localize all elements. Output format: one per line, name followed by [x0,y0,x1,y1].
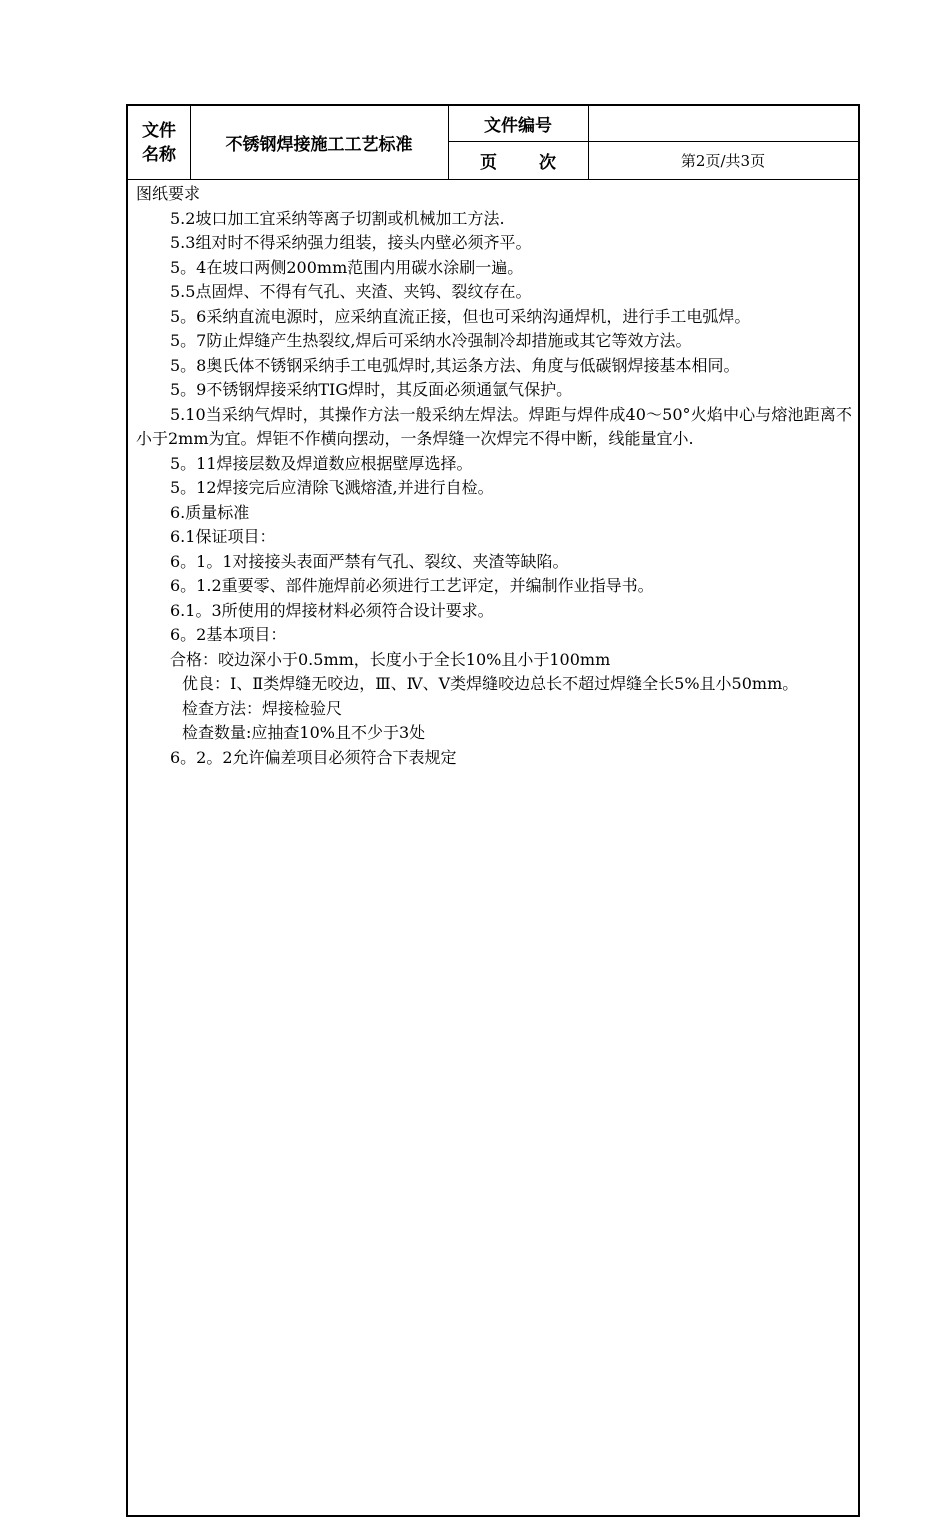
body-line: 5。6采纳直流电源时，应采纳直流正接，但也可采纳沟通焊机，进行手工电弧焊。 [170,306,751,326]
page-label [448,142,588,179]
body-line: 5。4在坡口两侧200mm范围内用碳水涂刷一遍。 [170,257,524,277]
body-line: 5.10当采纳气焊时，其操作方法一般采纳左焊法。焊距与焊件成40～50°火焰中心与熔池距离不小于2mm为宜。焊钜不作横向摆动，一条焊缝一次焊完不得中断，线能量宜小. [136,404,852,448]
body-line: 6。2。2允许偏差项目必须符合下表规定 [170,747,457,767]
document-body [136,182,852,770]
body-line: 5。7防止焊缝产生热裂纹,焊后可采纳水冷强制冷却措施或其它等效方法。 [170,331,692,350]
body-line: 5.2坡口加工宜采纳等离子切割或机械加工方法. [170,208,505,228]
body-line: 5.3组对时不得采纳强力组装，接头内壁必须齐平。 [170,233,532,252]
body-line: 图纸要求 [136,184,201,203]
document-frame [126,104,860,1517]
file-name-label-line1: 文件 [142,120,176,141]
body-line: 5.5点固焊、不得有气孔、夹渣、夹钨、裂纹存在。 [170,282,532,301]
header-table [128,106,858,180]
document-title: 不锈钢焊接施工工艺标准 [225,135,413,155]
body-line: 6。2基本项目： [170,625,287,644]
file-name-label-line2: 名称 [142,144,176,165]
body-line: 5。9不锈钢焊接采纳TIG焊时，其反面必须通氩气保护。 [170,380,573,399]
page-number-value: 第2页/共3页 [680,152,766,170]
body-line: 6。1。1对接接头表面严禁有气孔、裂纹、夹渣等缺陷。 [170,551,569,571]
document-number-value [588,106,858,141]
page-label-a: 页 [480,153,497,173]
body-line: 优良：Ⅰ、Ⅱ类焊缝无咬边，Ⅲ、Ⅳ、Ⅴ类焊缝咬边总长不超过焊缝全长5%且小50mm。 [182,674,799,693]
body-line: 5。12焊接完后应清除飞溅熔渣,并进行自检。 [170,478,494,497]
document-number-label: 文件编号 [484,116,552,136]
body-line: 检查数量:应抽查10%且不少于3处 [182,723,426,742]
body-line: 5。8奥氏体不锈钢采纳手工电弧焊时,其运条方法、角度与低碳钢焊接基本相同。 [170,355,740,375]
body-line: 5。11焊接层数及焊道数应根据壁厚选择。 [170,453,473,473]
body-line: 合格：咬边深小于0.5mm，长度小于全长10%且小于100mm [170,649,611,669]
body-line: 检查方法：焊接检验尺 [182,698,343,718]
file-name-label [128,106,190,179]
body-line: 6.1。3所使用的焊接材料必须符合设计要求。 [170,600,494,620]
page-label-b: 次 [539,153,556,173]
body-line: 6.质量标准 [170,502,250,522]
body-line: 6.1保证项目： [170,527,276,546]
body-line: 6。1.2重要零、部件施焊前必须进行工艺评定，并编制作业指导书。 [170,576,654,595]
